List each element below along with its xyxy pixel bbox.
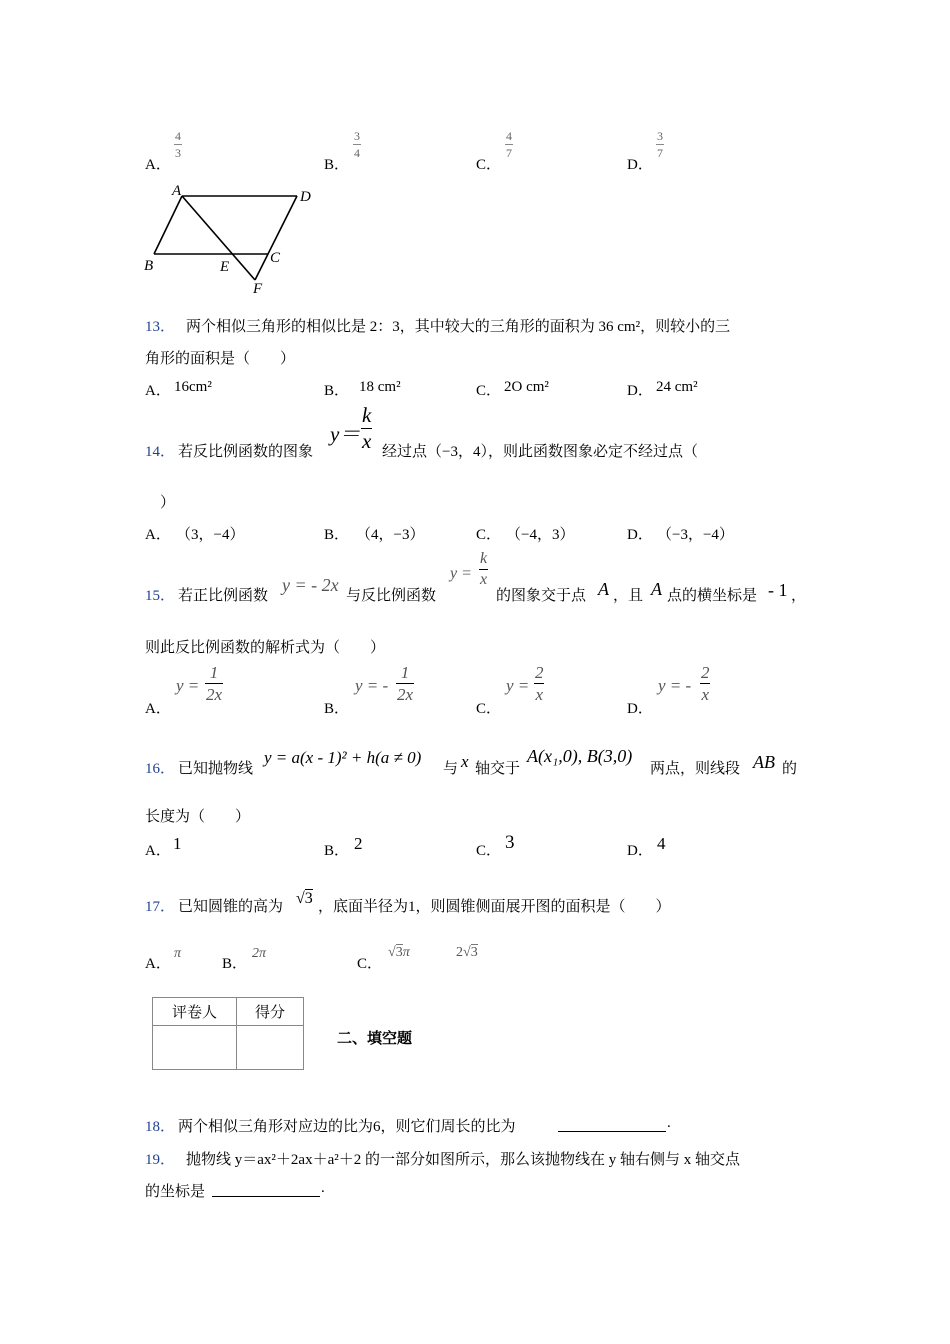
formula-inverse-y: y = — [450, 565, 472, 582]
option-c-fraction — [534, 664, 545, 703]
section-heading-fill-in: 二、填空题 — [337, 1029, 413, 1047]
point-label-d: D — [300, 189, 311, 205]
option-a-value: π — [174, 946, 182, 961]
q12-option-c-label: C． — [476, 157, 502, 173]
option-a-label: A． — [145, 527, 171, 543]
denominator: 2x — [206, 685, 223, 704]
sqrt-three: √3 — [296, 890, 313, 907]
question-text-a: 已知圆锥的高为 — [178, 899, 284, 915]
denominator: x — [362, 429, 372, 453]
numerator: 2 — [701, 663, 710, 682]
option-b-label: B． — [324, 527, 350, 543]
option-d-value: 24 cm² — [656, 379, 698, 395]
formula-proportional: y = - 2x — [282, 575, 339, 595]
formula-fraction — [361, 405, 372, 452]
question-text-line1: 两个相似三角形的相似比是 2：3，其中较大的三角形的面积为 36 cm²，则较小的三 — [186, 319, 731, 335]
grader-cell[interactable] — [153, 1026, 237, 1070]
score-cell[interactable] — [237, 1026, 304, 1070]
option-c-label: C． — [476, 843, 502, 859]
variable-x: x — [461, 752, 469, 771]
question-text-line2: 长度为（ ） — [145, 809, 251, 825]
numerator: 1 — [400, 663, 410, 682]
intersection-points: A(x₁,0), B(3,0) — [527, 746, 633, 766]
q12-parallelogram-figure — [140, 182, 320, 297]
question-text-d: ，且 — [613, 588, 644, 604]
option-c-label: C． — [476, 701, 502, 717]
question-text-b: 与反比例函数 — [346, 588, 437, 604]
question-number: 19． — [145, 1152, 176, 1168]
question-text-a: 已知抛物线 — [178, 761, 254, 777]
denominator: 4 — [354, 146, 360, 160]
option-d-value: 2√3 — [456, 945, 478, 960]
radicand: 3 — [395, 945, 403, 960]
option-b-value: 18 cm² — [359, 379, 401, 395]
option-b-label: B． — [324, 843, 350, 859]
option-b-lhs: y = - — [355, 676, 389, 695]
option-c-value: （−4，3） — [506, 527, 575, 543]
score-table — [152, 997, 304, 1070]
option-d-value: 4 — [657, 834, 666, 853]
formula-y: y＝ — [330, 422, 361, 446]
option-a-value: 1 — [173, 834, 182, 853]
option-a-label: A． — [145, 956, 171, 972]
option-b-label: B． — [324, 383, 350, 399]
question-text-a: 若正比例函数 — [178, 588, 269, 604]
option-c-lhs: y = — [506, 676, 530, 695]
pi-symbol: π — [402, 945, 410, 960]
option-a-value: （3，−4） — [176, 527, 245, 543]
q12-option-d-label: D． — [627, 157, 653, 173]
option-d-fraction — [700, 664, 711, 703]
q12-option-a-label: A． — [145, 157, 171, 173]
period: . — [667, 1115, 671, 1131]
option-b-value: 2π — [252, 946, 267, 961]
option-b-value: 2 — [354, 834, 363, 853]
answer-blank[interactable] — [212, 1180, 320, 1197]
question-text-line2: 角形的面积是（ ） — [145, 351, 296, 367]
option-b-value: （4，−3） — [356, 527, 425, 543]
denominator: 7 — [657, 146, 663, 160]
question-text-b: ，底面半径为1，则圆锥侧面展开图的面积是（ ） — [318, 899, 671, 915]
option-b-fraction — [396, 664, 414, 703]
option-d-value: （−3，−4） — [657, 527, 734, 543]
radicand: 3 — [304, 890, 313, 907]
numerator: 3 — [657, 129, 663, 143]
question-number: 18． — [145, 1119, 176, 1135]
question-number: 16． — [145, 761, 176, 777]
option-d-label: D． — [627, 843, 653, 859]
q12-option-d-fraction — [656, 130, 664, 159]
option-a-label: A． — [145, 701, 171, 717]
numerator: k — [362, 403, 372, 427]
point-a-2: A — [651, 579, 662, 599]
question-number: 13． — [145, 319, 176, 335]
question-number: 14． — [145, 444, 176, 460]
numerator: 3 — [354, 129, 360, 143]
value-neg-one: - 1 — [768, 580, 788, 600]
option-a-fraction — [205, 664, 223, 703]
answer-blank[interactable] — [558, 1115, 666, 1132]
question-text-line2: 的坐标是 — [145, 1184, 206, 1200]
question-text-line2: 则此反比例函数的解析式为（ ） — [145, 640, 386, 656]
question-text-c: ） — [160, 495, 176, 511]
q12-option-a-fraction — [174, 130, 182, 159]
question-text-c: 轴交于 — [475, 761, 521, 777]
point-label-a: A — [172, 183, 182, 199]
q12-option-b-fraction — [353, 130, 361, 159]
question-text-line1: 抛物线 y＝ax²＋2ax＋a²＋2 的一部分如图所示，那么该抛物线在 y 轴右侧与 x 轴交点 — [186, 1152, 740, 1168]
question-text-e: 点的横坐标是 — [667, 588, 758, 604]
formula-parabola: y = a(x - 1)² + h(a ≠ 0) — [264, 748, 422, 767]
question-number: 15． — [145, 588, 176, 604]
q12-option-c-fraction — [505, 130, 513, 159]
option-d-label: D． — [627, 701, 653, 717]
option-c-value: 2O cm² — [504, 379, 549, 395]
numerator: 1 — [209, 663, 219, 682]
period: . — [321, 1180, 325, 1196]
formula-inverse-fraction — [479, 551, 488, 588]
point-label-f: F — [253, 281, 263, 297]
point-label-b: B — [144, 258, 154, 274]
question-text-d: 两点，则线段 — [650, 761, 741, 777]
question-number: 17． — [145, 899, 176, 915]
option-a-label: A． — [145, 383, 171, 399]
point-label-c: C — [270, 250, 281, 266]
numerator: k — [480, 550, 488, 567]
option-d-label: D． — [627, 527, 653, 543]
question-text-b: 经过点（−3，4），则此函数图象必定不经过点（ — [382, 444, 698, 460]
option-d-lhs: y = - — [658, 676, 692, 695]
option-b-label: B． — [324, 701, 350, 717]
point-label-e: E — [220, 259, 230, 275]
point-a: A — [598, 579, 609, 599]
question-text-e: 的 — [782, 761, 798, 777]
denominator: x — [535, 685, 544, 704]
option-b-label: B． — [222, 956, 248, 972]
option-c-value: 3 — [505, 832, 515, 853]
question-text-f: ， — [791, 588, 807, 604]
denominator: 2x — [397, 685, 414, 704]
numerator: 4 — [506, 129, 512, 143]
question-text-a: 若反比例函数的图象 — [178, 444, 314, 460]
option-d-label: D． — [627, 383, 653, 399]
segment-ab: AB — [753, 752, 775, 772]
score-header: 得分 — [237, 998, 304, 1026]
denominator: x — [480, 571, 488, 588]
denominator: 7 — [506, 146, 512, 160]
option-c-label: C． — [476, 383, 502, 399]
coefficient: 2 — [456, 945, 463, 960]
denominator: 3 — [175, 146, 181, 160]
option-c-label: C． — [357, 956, 383, 972]
radicand: 3 — [470, 945, 478, 960]
option-a-value: 16cm² — [174, 379, 212, 395]
option-a-lhs: y = — [176, 676, 200, 695]
grader-header: 评卷人 — [153, 998, 237, 1026]
q12-option-b-label: B． — [324, 157, 350, 173]
numerator: 2 — [535, 663, 544, 682]
question-text: 两个相似三角形对应边的比为6，则它们周长的比为 — [178, 1119, 516, 1135]
option-c-value: √3π — [388, 945, 410, 960]
numerator: 4 — [175, 129, 181, 143]
option-c-label: C． — [476, 527, 502, 543]
option-a-label: A． — [145, 843, 171, 859]
question-text-b: 与 — [443, 761, 459, 777]
denominator: x — [701, 685, 710, 704]
question-text-c: 的图象交于点 — [496, 588, 587, 604]
